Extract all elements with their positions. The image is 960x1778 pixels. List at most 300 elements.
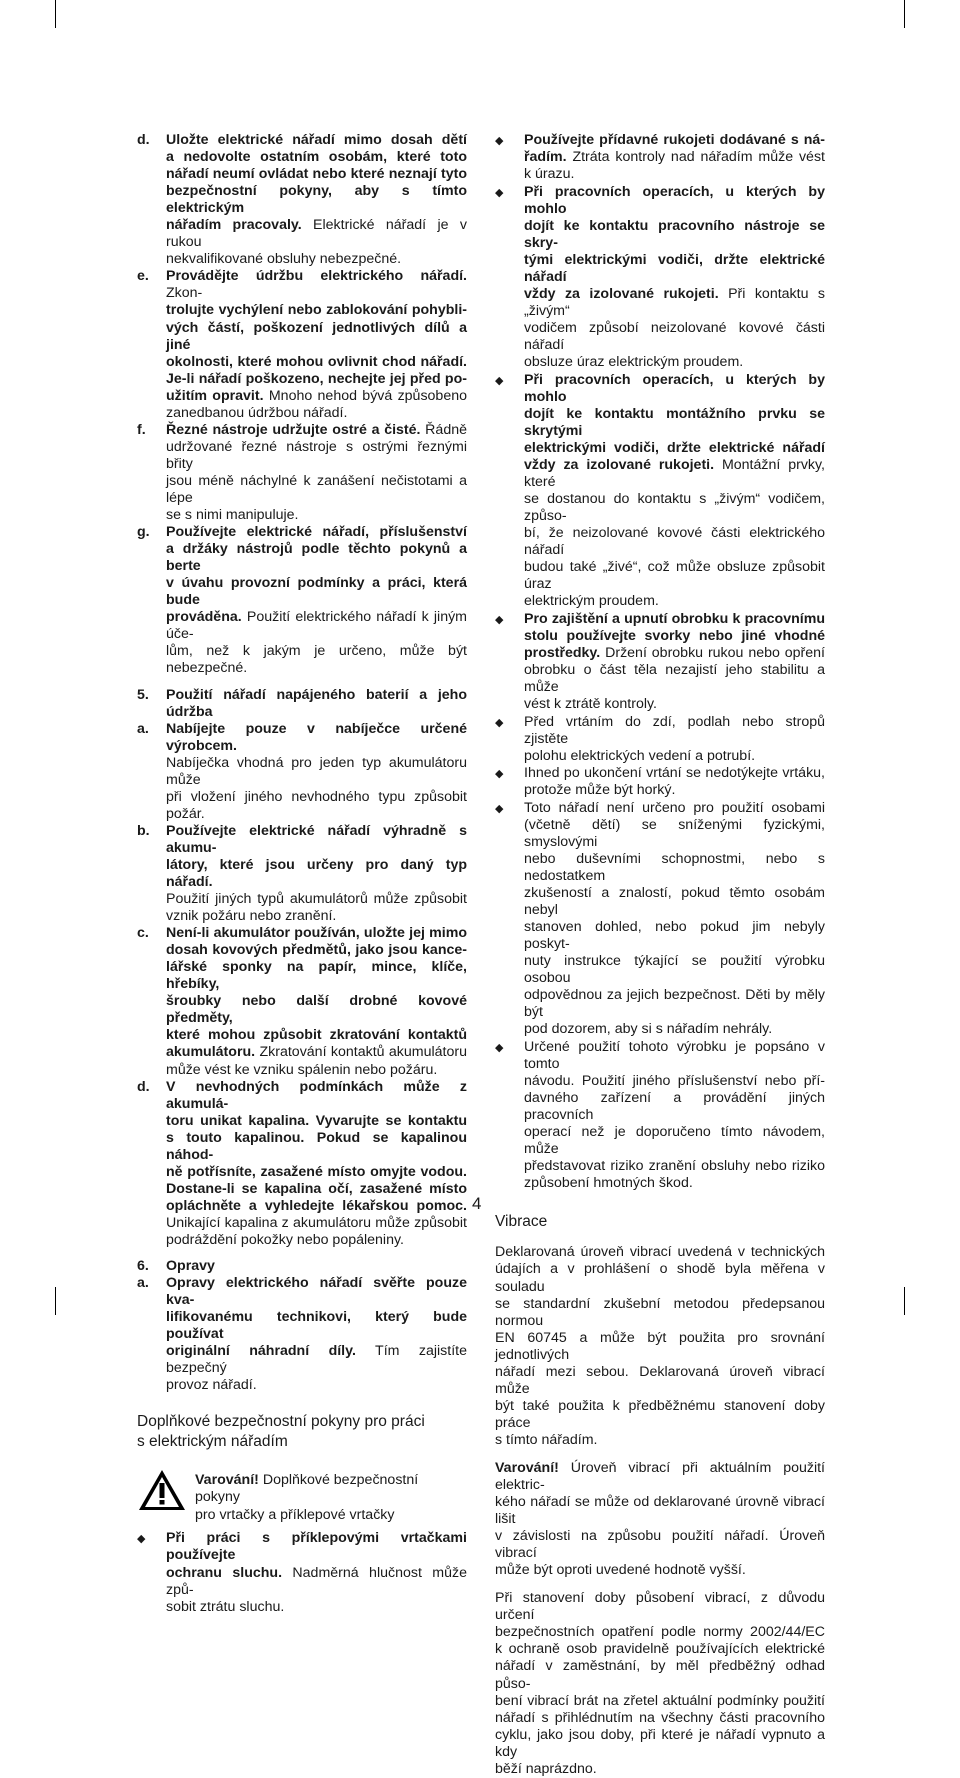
text-line xyxy=(166,857,467,891)
text: pod dozorem, aby si s nářadím nehrály. xyxy=(524,1021,773,1038)
warning-block xyxy=(137,1468,467,1530)
bold-text: šroubky nebo další drobné kovové předměty, xyxy=(166,993,467,1027)
bold-text: látory, které jsou určeny pro daný typ nářadí. xyxy=(166,856,467,891)
text-line xyxy=(166,721,467,755)
bold-text: Opravy elektrického nářadí svěřte pouze kva- xyxy=(166,1275,467,1309)
warning-text xyxy=(195,1472,467,1523)
text-line xyxy=(166,1164,467,1181)
bold-text: Opravy xyxy=(166,1258,215,1275)
text-line xyxy=(166,1565,467,1599)
bold-text: akumulátoru. xyxy=(166,1044,256,1061)
text: Doplňkové bezpečnostní pokyny xyxy=(195,1472,419,1506)
text-line xyxy=(524,149,825,166)
bold-text: elektrickými vodiči, držte elektrické nářadí xyxy=(524,439,825,456)
text-line xyxy=(495,1641,825,1658)
text-line xyxy=(166,1530,467,1564)
text-line xyxy=(166,354,467,371)
text: protože může být horký. xyxy=(524,782,676,799)
text-line xyxy=(166,524,467,541)
text-line xyxy=(524,1090,825,1124)
diamond-bullet-icon: ◆ xyxy=(495,612,504,626)
text-line xyxy=(524,987,825,1021)
instruction-item xyxy=(137,132,467,268)
text: vodičem způsobí neizolované kovové části nářadí xyxy=(524,320,825,354)
bold-text: ně potřísníte, zasažené místo omyjte vodou. xyxy=(166,1163,467,1180)
text: podráždění pokožky nebo popáleniny. xyxy=(166,1232,404,1248)
text: Nabíječka vhodná pro jeden typ akumulátoru může xyxy=(166,754,467,788)
text: budou také „živé“, což může obsluze způsobit úraz xyxy=(524,559,825,593)
item-label: d. xyxy=(137,1078,150,1095)
text: (včetně dětí) se sníženými fyzickými, smyslovými xyxy=(524,816,825,850)
text-line xyxy=(166,755,467,789)
bold-text: Používejte elektrické nářadí výhradně s akumu- xyxy=(166,822,467,856)
text: Nadměrná hlučnost může způ- xyxy=(166,1564,467,1598)
text-line xyxy=(524,1021,825,1038)
instruction-item xyxy=(137,1275,467,1394)
bold-text: originální náhradní díly. xyxy=(166,1343,356,1360)
text: Montážní prvky, které xyxy=(524,456,825,490)
text: Ztráta kontroly nad nářadím může vést xyxy=(566,149,825,166)
paragraph xyxy=(495,1460,825,1579)
text-line xyxy=(166,609,467,643)
section-title-line: s elektrickým nářadím xyxy=(137,1433,288,1451)
text-line xyxy=(524,559,825,593)
text: nebo duševními schopnostmi, nebo s nedostatkem xyxy=(524,850,825,885)
bullet-item xyxy=(137,1530,467,1615)
vibration-paragraphs xyxy=(495,1244,825,1777)
text-line xyxy=(495,1296,825,1330)
bold-text: Provádějte údržbu elektrického nářadí. xyxy=(166,268,467,285)
text: Tím zajistíte bezpečný xyxy=(166,1343,467,1377)
text-line xyxy=(166,251,467,268)
text: sobit ztrátu sluchu. xyxy=(166,1598,285,1615)
text: Toto nářadí není určeno pro použití osobami xyxy=(524,799,825,816)
text: k úrazu. xyxy=(524,166,575,183)
text-line xyxy=(166,405,467,422)
text: se s nimi manipuluje. xyxy=(166,507,299,524)
bold-text: Varování! xyxy=(495,1459,559,1476)
instruction-item xyxy=(137,721,467,823)
text-line xyxy=(166,473,467,507)
bullet-item xyxy=(495,611,825,713)
bold-text: Uložte elektrické nářadí mimo dosah dětí xyxy=(166,132,467,148)
text-line xyxy=(195,1507,467,1524)
text-line xyxy=(495,1494,825,1528)
bold-text: prostředky. xyxy=(524,644,601,661)
bold-text: opláchněte a vyhledejte lékařskou pomoc. xyxy=(166,1197,467,1214)
instruction-item xyxy=(137,422,467,524)
text-line xyxy=(495,1528,825,1562)
text-line xyxy=(166,1343,467,1377)
text-line xyxy=(495,1590,825,1624)
bold-text: stolu používejte svorky nebo jiné vhodné xyxy=(524,627,825,644)
text: návodu. Použití jiného příslušenství nebo pří- xyxy=(524,1073,825,1090)
text-line xyxy=(524,1175,825,1192)
text-line xyxy=(166,1079,467,1113)
text-line xyxy=(166,1599,467,1616)
page-number: 4 xyxy=(472,1194,482,1213)
instruction-item xyxy=(137,1258,467,1275)
item-label: e. xyxy=(137,268,149,285)
text-line xyxy=(166,371,467,388)
bold-text: okolnosti, které mohou ovlivnit chod nářadí. xyxy=(166,353,467,370)
bullet-item xyxy=(495,132,825,183)
bold-text: Dostane-li se kapalina očí, zasažené místo xyxy=(166,1180,467,1197)
bold-text: Při práci s příklepovými vrtačkami používejte xyxy=(166,1530,467,1564)
bold-text: s touto kapalinou. Pokud se kapalinou náhod- xyxy=(166,1129,467,1163)
text: zkušeností a znalostí, pokud těmto osobám nebyl xyxy=(524,885,825,919)
bold-text: a nedovolte ostatním osobám, které toto xyxy=(166,149,467,166)
text: provoz nářadí. xyxy=(166,1377,257,1394)
text-line xyxy=(495,1398,825,1432)
text-line xyxy=(524,765,825,782)
item-label: a. xyxy=(137,720,149,737)
text-line xyxy=(166,1044,467,1061)
instruction-item xyxy=(137,268,467,421)
bold-text: Není-li akumulátor používán, uložte jej mimo xyxy=(166,925,467,942)
item-label: g. xyxy=(137,524,150,541)
text: operací než je doporučeno tímto návodem, může xyxy=(524,1124,825,1158)
bold-text: bezpečnostní pokyny, aby s tímto elektrickým xyxy=(166,183,467,217)
text-line xyxy=(524,953,825,987)
text-line xyxy=(495,1761,825,1778)
text: při vložení jiného nevhodného typu způsobit požár. xyxy=(166,788,467,822)
text-line xyxy=(524,628,825,645)
text-line xyxy=(524,714,825,748)
bold-text: a držáky nástrojů podle těchto pokynů a berte xyxy=(166,541,467,575)
text-line xyxy=(166,942,467,959)
text: elektrickým proudem. xyxy=(524,593,659,610)
text-line xyxy=(166,959,467,993)
text-line xyxy=(166,575,467,609)
bold-text: vždy za izolované rukojeti. xyxy=(524,285,719,302)
bold-text: lifikovanému technikovi, který bude používat xyxy=(166,1309,467,1343)
text-line xyxy=(166,643,467,677)
text: představovat riziko zranění obsluhy nebo riziko xyxy=(524,1158,825,1175)
diamond-bullet-icon: ◆ xyxy=(495,1040,504,1054)
text-line xyxy=(195,1472,467,1506)
bold-text: toru unikat kapalina. Vyvarujte se kontaktu xyxy=(166,1112,467,1129)
text: Při stanovení doby působení vibrací, z důvodu určení xyxy=(495,1590,825,1624)
text-line xyxy=(166,789,467,823)
text-line xyxy=(524,611,825,628)
diamond-bullet-icon: ◆ xyxy=(495,373,504,387)
text: běží naprázdno. xyxy=(495,1760,597,1777)
bold-text: Nabíjejte pouze v nabíječce určené výrobcem. xyxy=(166,720,467,754)
bullet-item xyxy=(495,184,825,372)
text: Elektrické nářadí je v rukou xyxy=(166,217,467,251)
text: nuty instrukce týkající se použití výrobku osobou xyxy=(524,953,825,987)
text-line xyxy=(524,184,825,218)
text-line xyxy=(524,286,825,320)
text: být také použita k předběžnému stanovení doby práce xyxy=(495,1397,825,1431)
text-line xyxy=(524,782,825,799)
text-line xyxy=(166,217,467,251)
text-line xyxy=(524,1124,825,1158)
text: vést k ztrátě kontroly. xyxy=(524,696,657,713)
bullet-item xyxy=(495,765,825,799)
instruction-item xyxy=(137,1079,467,1249)
item-label: d. xyxy=(137,132,150,148)
bold-text: dojít ke kontaktu pracovního nástroje se skry- xyxy=(524,217,825,251)
bold-text: nářadí neumí ovládat nebo které neznají tyto xyxy=(166,166,467,183)
bold-text: ochranu sluchu. xyxy=(166,1564,283,1581)
text-line xyxy=(524,696,825,713)
bold-text: trolujte vychýlení nebo zablokování pohybli- xyxy=(166,302,467,319)
text-line xyxy=(166,422,467,439)
text: jsou méně náchylné k zanášení nečistotami a lépe xyxy=(166,472,467,506)
text-line xyxy=(166,1275,467,1309)
diamond-bullet-icon: ◆ xyxy=(495,715,504,729)
text-line xyxy=(166,149,467,166)
text-line xyxy=(524,919,825,953)
diamond-bullet-icon: ◆ xyxy=(495,767,504,781)
text: odpovědnou za jejich bezpečnost. Děti by měly být xyxy=(524,987,825,1021)
text-line xyxy=(166,1130,467,1164)
instruction-item xyxy=(137,823,467,925)
section-title-vibrace: Vibrace xyxy=(495,1213,548,1231)
diamond-bullet-icon: ◆ xyxy=(137,1532,146,1546)
text-line xyxy=(524,440,825,457)
text-line xyxy=(166,1113,467,1130)
bold-text: lářské sponky na papír, mince, klíče, hřebíky, xyxy=(166,959,467,993)
text-line xyxy=(524,748,825,765)
bold-text: dosah kovových předmětů, jako jsou kance- xyxy=(166,942,467,959)
text-line xyxy=(524,1158,825,1175)
bold-text: vždy za izolované rukojeti. xyxy=(524,456,715,473)
bold-text: Pro zajištění a upnutí obrobku k pracovnímu xyxy=(524,610,825,627)
text: zanedbanou údržbou nářadí. xyxy=(166,404,348,421)
crop-mark-bottom-left xyxy=(55,1287,56,1315)
text: Ihned po ukončení vrtání se nedotýkejte vrtáku, xyxy=(524,765,825,782)
text: nářadí s přihlédnutím na všechny části pracovního xyxy=(495,1709,825,1726)
instruction-item xyxy=(137,925,467,1078)
text-line xyxy=(166,891,467,908)
text: Deklarovaná úroveň vibrací uvedená v technických xyxy=(495,1244,825,1261)
text-line xyxy=(166,1309,467,1343)
text-line xyxy=(524,132,825,149)
bold-text: tými elektrickými vodiči, držte elektrické nářadí xyxy=(524,251,825,285)
text-line xyxy=(166,925,467,942)
text-line xyxy=(524,406,825,440)
item-label: f. xyxy=(137,421,146,438)
text-line xyxy=(166,302,467,319)
text-line xyxy=(166,268,467,302)
bold-text: Při pracovních operacích, u kterých by mohlo xyxy=(524,371,825,405)
bold-text: vých částí, poškození jednotlivých dílů a jiné xyxy=(166,319,467,353)
bold-text: Varování! xyxy=(195,1472,259,1489)
text: způsobení hmotných škod. xyxy=(524,1175,693,1192)
text-line xyxy=(495,1624,825,1641)
text: k ochraně osob pravidelně používajících elektrické xyxy=(495,1641,825,1658)
text-line xyxy=(166,507,467,524)
text-line xyxy=(524,1073,825,1090)
text-line xyxy=(524,645,825,662)
text-line xyxy=(166,993,467,1027)
right-column xyxy=(495,132,825,1778)
spacer xyxy=(137,678,467,687)
text-line xyxy=(166,687,467,721)
section-title-line: Doplňkové bezpečnostní pokyny pro práci xyxy=(137,1413,425,1431)
text-line xyxy=(495,1693,825,1710)
text-line xyxy=(166,1232,467,1249)
item-label: c. xyxy=(137,925,149,942)
text: Úroveň vibrací při aktuálním použití elektric- xyxy=(495,1459,825,1494)
bold-text: užitím opravit. xyxy=(166,387,264,404)
text-line xyxy=(524,252,825,286)
text-line xyxy=(524,662,825,696)
bold-text: Používejte přídavné rukojeti dodávané s ná- xyxy=(524,132,825,148)
item-label: 6. xyxy=(137,1258,149,1275)
text-line xyxy=(524,354,825,371)
crop-mark-top-right xyxy=(904,0,905,28)
text: Použití jiných typů akumulátorů může způsobit xyxy=(166,891,467,908)
bold-text: nářadím pracovaly. xyxy=(166,217,302,234)
bold-text: Při pracovních operacích, u kterých by mohlo xyxy=(524,183,825,217)
text: Použití elektrického nářadí k jiným úče- xyxy=(166,609,467,643)
text-line xyxy=(524,218,825,252)
text: bí, že neizolované kovové části elektrického nářadí xyxy=(524,525,825,559)
text-line xyxy=(495,1710,825,1727)
text-line xyxy=(166,1198,467,1215)
text: EN 60745 a může být použita pro srovnání jednotlivých xyxy=(495,1329,825,1363)
item-label: b. xyxy=(137,822,150,839)
text-line xyxy=(166,1027,467,1044)
diamond-bullet-icon: ◆ xyxy=(495,134,504,147)
bold-text: Použití nářadí napájeného baterií a jeho údržba xyxy=(166,686,467,720)
bold-text: dojít ke kontaktu montážního prvku se skrytými xyxy=(524,405,825,439)
instruction-item xyxy=(137,524,467,677)
text: obrobku o část těla nezajistí jeho stabilitu a může xyxy=(524,661,825,695)
bold-text: které mohou způsobit zkratování kontaktů xyxy=(166,1027,467,1044)
paragraph xyxy=(495,1590,825,1778)
text-line xyxy=(524,457,825,491)
text-line xyxy=(166,166,467,183)
bullet-item xyxy=(495,714,825,765)
text: Řádně xyxy=(420,421,467,438)
bold-text: prováděna. xyxy=(166,609,242,626)
text: nářadí mezi sebou. Deklarovaná úroveň vibrací může xyxy=(495,1363,825,1397)
item-label: 5. xyxy=(137,686,149,703)
diamond-bullet-icon: ◆ xyxy=(495,185,504,199)
left-bullet-list xyxy=(137,1530,467,1615)
crop-mark-top-left xyxy=(55,0,56,28)
text: kého nářadí se může od deklarované úrovně vibrací lišit xyxy=(495,1494,825,1528)
diamond-bullet-icon: ◆ xyxy=(495,801,504,815)
text: polohu elektrických vedení a potrubí. xyxy=(524,747,756,764)
bold-text: v úvahu provozní podmínky a práci, která bude xyxy=(166,575,467,609)
text-line xyxy=(166,908,467,925)
item-label: a. xyxy=(137,1275,149,1292)
text-line xyxy=(524,166,825,183)
bold-text: V nevhodných podmínkách může z akumulá- xyxy=(166,1078,467,1112)
text-line xyxy=(166,132,467,149)
section-title-additional-safety xyxy=(137,1412,467,1452)
bullet-item xyxy=(495,372,825,611)
text: nářadí v zaměstnání, by měl předběžný odhad půso- xyxy=(495,1658,825,1692)
text-line xyxy=(524,491,825,525)
text-line xyxy=(166,320,467,354)
text-line xyxy=(166,1062,467,1079)
right-bullet-list xyxy=(495,132,825,1192)
text: Mnoho nehod bývá způsobeno xyxy=(263,387,467,404)
bold-text: Používejte elektrické nářadí, příslušenství xyxy=(166,524,467,541)
bold-text: Je-li nářadí poškozeno, nechejte jej před po- xyxy=(166,370,467,387)
text: údajích a v prohlášení o shodě byla měřena v souladu xyxy=(495,1261,825,1295)
text: bení vibrací brát na zřetel aktuální podmínky použití xyxy=(495,1692,825,1709)
text: v závislosti na způsobu použití nářadí. Úroveň vibrací xyxy=(495,1528,825,1562)
text-line xyxy=(166,823,467,857)
text-line xyxy=(524,593,825,610)
text-line xyxy=(495,1562,825,1579)
text: se dostanou do kontaktu s „živým“ vodičem, způso- xyxy=(524,490,825,525)
text-line xyxy=(166,1181,467,1198)
bullet-item xyxy=(495,800,825,1039)
text-line xyxy=(495,1727,825,1761)
text: Určené použití tohoto výrobku je popsáno v tomto xyxy=(524,1038,825,1073)
text-line xyxy=(524,525,825,559)
text: může vést ke vzniku spálenin nebo požáru. xyxy=(166,1061,438,1078)
text-line xyxy=(166,1258,467,1275)
text-line xyxy=(495,1432,825,1449)
text-line xyxy=(495,1658,825,1692)
crop-mark-bottom-right xyxy=(904,1287,905,1315)
text-line xyxy=(524,320,825,354)
left-column xyxy=(137,132,467,1616)
text-line xyxy=(495,1460,825,1494)
text: udržované řezné nástroje s ostrými řeznými břity xyxy=(166,438,467,472)
text: lům, než k jakým je určeno, může být nebezpečné. xyxy=(166,643,467,677)
text: nekvalifikované obsluhy nebezpečné. xyxy=(166,251,402,268)
bullet-item xyxy=(495,1039,825,1192)
text: cyklu, jako jsou doby, při které je nářadí vypnuto a kdy xyxy=(495,1726,825,1760)
text: bezpečnostních opatření podle normy 2002/44/EC xyxy=(495,1624,825,1641)
instruction-item xyxy=(137,687,467,721)
text-line xyxy=(166,1215,467,1232)
text-line xyxy=(524,1039,825,1073)
text-line xyxy=(524,851,825,885)
text-line xyxy=(495,1261,825,1295)
text-line xyxy=(166,183,467,217)
text-line xyxy=(495,1244,825,1261)
text-line xyxy=(166,388,467,405)
paragraph xyxy=(495,1244,825,1449)
text-line xyxy=(495,1364,825,1398)
text: davného zařízení a provádění jiných pracovních xyxy=(524,1090,825,1124)
text: obsluze úraz elektrickým proudem. xyxy=(524,354,744,371)
text: Při kontaktu s „živým“ xyxy=(524,285,825,319)
bold-text: Řezné nástroje udržujte ostré a čisté. xyxy=(166,421,421,438)
text: Unikající kapalina z akumulátoru může způsobit xyxy=(166,1214,467,1231)
text-line xyxy=(524,372,825,406)
text: může být oproti uvedené hodnotě vyšší. xyxy=(495,1562,746,1579)
text-line xyxy=(524,800,825,817)
text-line xyxy=(524,817,825,851)
spacer xyxy=(137,1249,467,1258)
text-line xyxy=(166,541,467,575)
text-line xyxy=(495,1330,825,1364)
text: Zkratování kontaktů akumulátoru xyxy=(255,1044,467,1061)
text: Zkon- xyxy=(166,285,203,302)
text: vznik požáru nebo zranění. xyxy=(166,908,337,925)
text: se standardní zkušební metodou předepsanou normou xyxy=(495,1295,825,1329)
text: Před vrtáním do zdí, podlah nebo stropů zjistěte xyxy=(524,713,825,747)
warning-triangle-icon xyxy=(137,1468,187,1512)
text: pro vrtačky a příklepové vrtačky xyxy=(195,1506,395,1523)
text-line xyxy=(166,439,467,473)
text-line xyxy=(166,1377,467,1394)
text-line xyxy=(524,885,825,919)
